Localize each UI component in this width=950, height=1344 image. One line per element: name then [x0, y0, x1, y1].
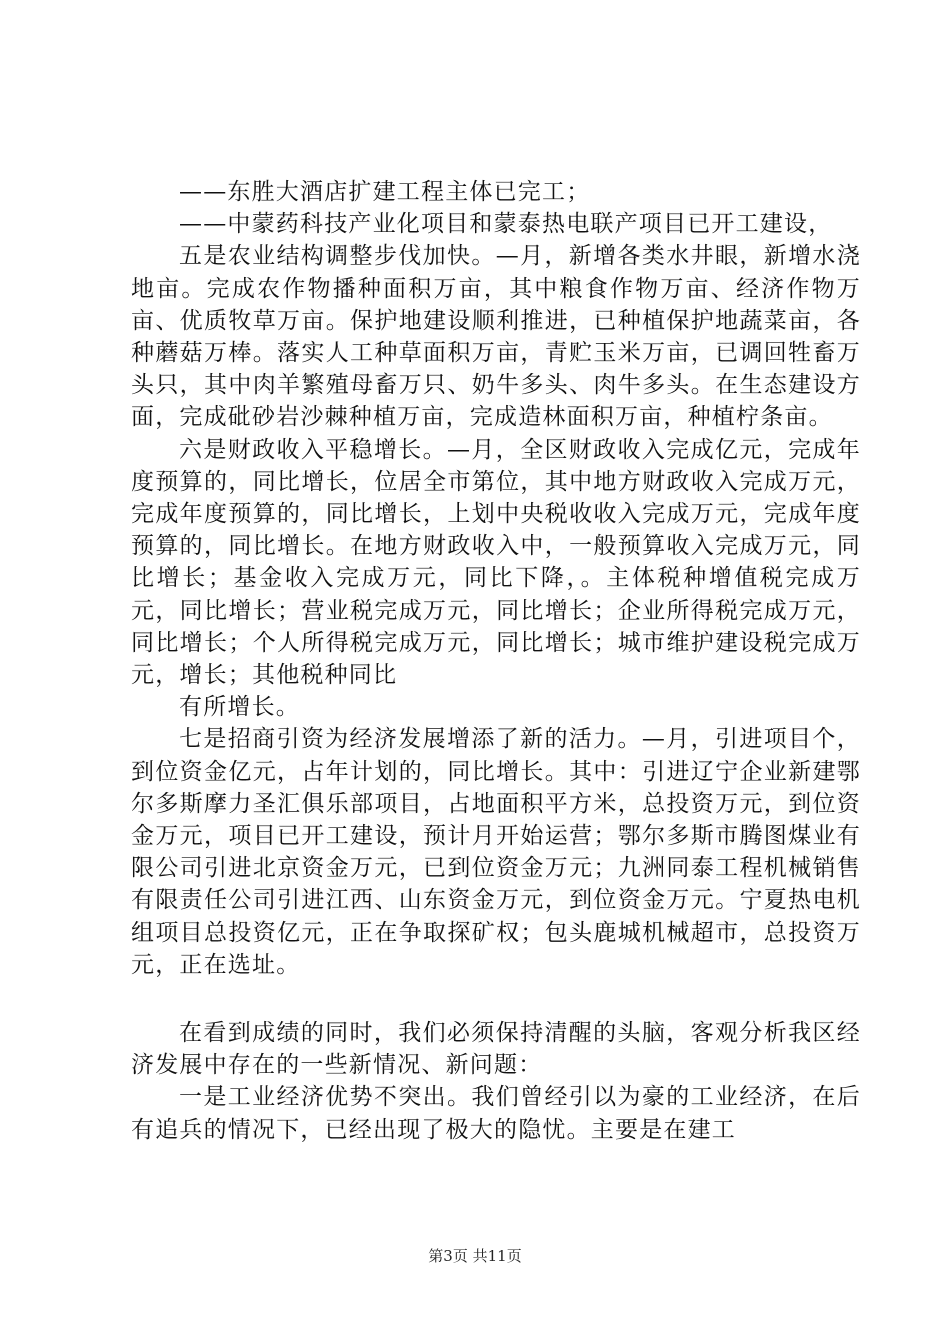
paragraph-agriculture: 五是农业结构调整步伐加快。—月，新增各类水井眼，新增水浇地亩。完成农作物播种面积万亩，其中粮食作物万亩、经济作物万亩、优质牧草万亩。保护地建设顺利推进，已种植保护地蔬菜亩，各种蘑菇万棒。落实人工种草面积万亩，青贮玉米万亩，已调回牲畜万头只，其中肉羊繁殖母畜万只、奶牛多头、肉牛多头。在生态建设方面，完成砒砂岩沙棘种植万亩，完成造林面积万亩，种植柠条亩。	[131, 243, 861, 431]
document-body	[131, 176, 861, 1146]
paragraph-finance: 六是财政收入平稳增长。—月，全区财政收入完成亿元，完成年度预算的，同比增长，位居全市第位，其中地方财政收入完成万元，完成年度预算的，同比增长，上划中央税收收入完成万元，完成年度预算的，同比增长。在地方财政收入中，一般预算收入完成万元，同比增长；基金收入完成万元，同比下降，。主体税种增值税完成万元，同比增长；营业税完成万元，同比增长；企业所得税完成万元，同比增长；个人所得税完成万元，同比增长；城市维护建设税完成万元，增长；其他税种同比	[131, 436, 861, 689]
page-number-footer: 第3页 共11页	[428, 1247, 522, 1265]
paragraph-gap	[131, 981, 861, 1017]
paragraph-zhongmeng-projects: ——中蒙药科技产业化项目和蒙泰热电联产项目已开工建设，	[179, 211, 833, 238]
paragraph-dongsheng-hotel: ——东胜大酒店扩建工程主体已完工；	[179, 179, 591, 205]
paragraph-investment: 七是招商引资为经济发展增添了新的活力。—月，引进项目个，到位资金亿元，占年计划的，同比增长。其中：引进辽宁企业新建鄂尔多斯摩力圣汇俱乐部项目，占地面积平方米，总投资万元，到位资金万元，项目已开工建设，预计月开始运营；鄂尔多斯市腾图煤业有限公司引进北京资金万元，已到位资金万元；九洲同泰工程机械销售有限责任公司引进江西、山东资金万元，到位资金万元。宁夏热电机组项目总投资亿元，正在争取探矿权；包头鹿城机械超市，总投资万元，正在选址。	[131, 726, 861, 978]
paragraph-problems-intro: 在看到成绩的同时，我们必须保持清醒的头脑，客观分析我区经济发展中存在的一些新情况、新问题：	[131, 1020, 861, 1079]
paragraph-industry: 一是工业经济优势不突出。我们曾经引以为豪的工业经济，在后有追兵的情况下，已经出现了极大的隐忧。主要是在建工	[131, 1084, 861, 1143]
paragraph-finance-continued: 有所增长。	[179, 694, 300, 721]
